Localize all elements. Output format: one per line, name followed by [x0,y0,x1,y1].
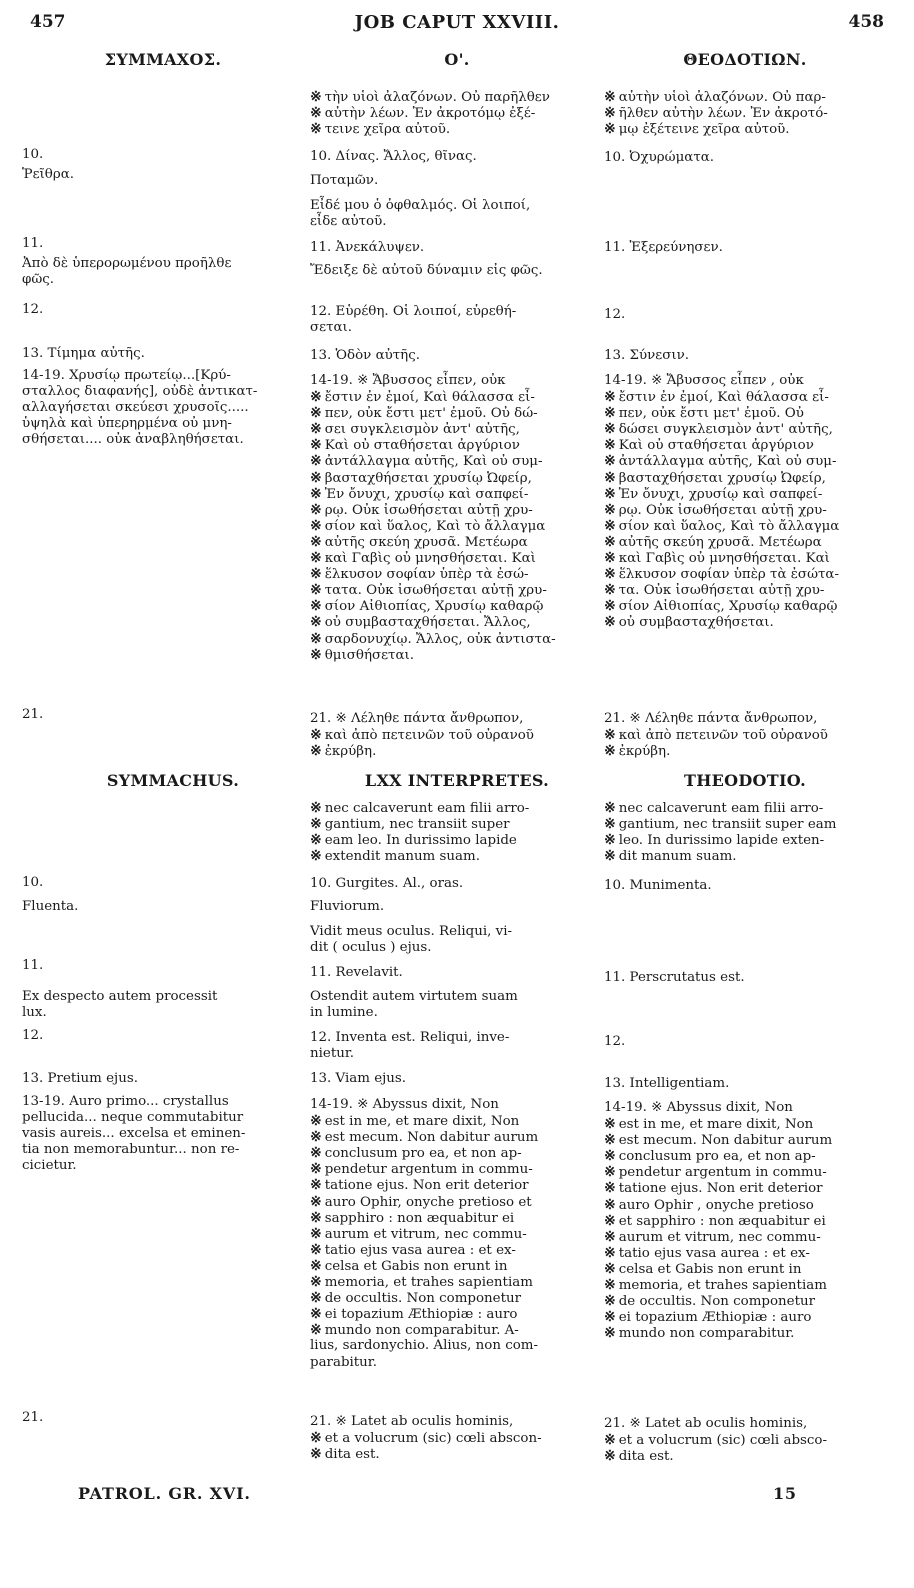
text-line: et a volucrum (sic) cœli absco- [618,1433,827,1449]
paragraph [604,240,890,256]
text-line: φῶς. [22,272,55,288]
asterisk-icon [310,1227,325,1242]
text-line: ἕλκυσον σοφίαν ὑπὲρ τὰ ἐσώτα- [618,567,839,583]
asterisk-icon [604,406,619,421]
text-line: τεινε χεῖρα αὐτοῦ. [324,122,451,138]
asterisk-icon [310,833,325,848]
asterisk-icon [604,1326,619,1341]
text-line: mundo non comparabitur. [618,1326,795,1342]
paragraph [604,1100,890,1341]
text-line: 21. [22,1410,44,1425]
paragraph [310,198,596,230]
text-line: auro Ophir, onyche pretioso et [324,1194,532,1210]
text-line: Ἔδειξε δὲ αὐτοῦ δύναμιν εἰς φῶς. [310,263,543,278]
text-line: Καὶ οὐ σταθήσεται ἀργύριον [324,438,520,454]
text-line: καὶ Γαβὶς οὐ μνησθήσεται. Καὶ [324,551,536,567]
asterisk-icon [310,454,325,469]
asterisk-icon [310,1178,325,1193]
paragraph [310,924,596,956]
asterisk-icon [604,1165,619,1180]
asterisk-icon [310,1195,325,1210]
text-line: 13. Viam ejus. [310,1071,407,1086]
text-line: αὐτῆς σκεύη χρυσᾶ. Μετέωρα [618,534,822,550]
text-line: ρῳ. Οὐκ ἰσωθήσεται αὐτῇ χρυ- [618,502,827,518]
paragraph [310,1414,596,1462]
text-line: 13. Intelligentiam. [604,1076,730,1091]
text-line: ῆλθεν αὐτὴν λέων. Ἐν ἀκροτό- [618,106,828,122]
asterisk-icon [310,1114,325,1129]
asterisk-icon [604,551,619,566]
text-line: conclusum pro ea, et non ap- [618,1149,816,1165]
asterisk-icon [604,1181,619,1196]
asterisk-icon [310,1323,325,1338]
asterisk-icon [310,519,325,534]
paragraph [604,711,890,759]
paragraph [310,149,596,165]
text-line: memoria, et trahes sapientiam [618,1278,827,1294]
text-line: ρῳ. Οὐκ ἰσωθήσεται αὐτῇ χρυ- [324,502,533,518]
paragraph [604,307,890,323]
paragraph [310,240,596,256]
asterisk-icon [604,583,619,598]
text-line: extendit manum suam. [324,849,480,865]
asterisk-icon [604,1278,619,1293]
text-line: Ἐν ὄνυχι, χρυσίῳ καὶ σαπφεί- [324,486,529,502]
paragraph [604,348,890,364]
text-line: 21. ※ Latet ab oculis hominis, [604,1416,808,1431]
asterisk-icon [604,833,619,848]
text-line: 14-19. ※ Ἄβυσσος εἶπεν , οὐκ [604,373,804,388]
asterisk-icon [310,728,325,743]
text-line: αλλαγήσεται σκεύεσι χρυσοῖς..... [22,400,249,416]
paragraph [310,1030,596,1062]
text-line: est in me, et mare dixit, Non [324,1114,520,1130]
paragraph [310,876,596,892]
text-line: σεται. [310,320,353,336]
text-line: Fluviorum. [310,899,385,914]
text-line: ἔστιν ἐν ἐμοί, Καὶ θάλασσα εἶ- [618,390,829,406]
paragraph [310,965,596,981]
text-line: ἔστιν ἐν ἐμοί, Καὶ θάλασσα εἶ- [324,390,535,406]
paragraph [310,989,596,1021]
text-line: ei topazium Æthiopiæ : auro [618,1310,812,1326]
asterisk-icon [604,615,619,630]
asterisk-icon [604,849,619,864]
asterisk-icon [604,817,619,832]
paragraph [604,1034,890,1050]
asterisk-icon [604,1198,619,1213]
text-line: in lumine. [310,1005,378,1021]
text-line: 10. [22,875,44,890]
text-line: ὑψηλὰ καὶ ὑπερηρμένα οὐ μνη- [22,416,232,432]
asterisk-icon [310,1447,325,1462]
paragraph [22,368,300,448]
text-line: σαρδονυχίῳ. Ἄλλος, οὐκ ἀντιστα- [324,631,556,647]
asterisk-icon [310,535,325,550]
asterisk-icon [310,583,325,598]
text-line: 11. Revelavit. [310,965,403,980]
text-line: parabitur. [310,1354,377,1370]
asterisk-icon [310,438,325,453]
text-line: pendetur argentum in commu- [324,1162,533,1178]
paragraph [604,878,890,894]
heading-symmachus-latin: SYMMACHUS. [106,771,240,790]
text-line: 12. [22,1028,44,1043]
asterisk-icon [310,1243,325,1258]
paragraph [310,1071,596,1087]
heading-symmachus-greek: ΣΥΜΜΑΧΟΣ. [104,50,222,69]
text-line: πεν, οὐκ ἔστι μετ' ἐμοῦ. Οὐ [618,406,804,422]
paragraph [22,1410,300,1426]
asterisk-icon [310,817,325,832]
text-line: τὴν υἱοὶ ἀλαζόνων. Οὐ παρῆλθεν [324,90,550,105]
paragraph [22,1094,300,1174]
asterisk-icon [310,744,325,759]
text-line: 11. Perscrutatus est. [604,970,745,985]
asterisk-icon [604,471,619,486]
asterisk-icon [310,390,325,405]
text-line: Ἐν ὄνυχι, χρυσίῳ καὶ σαπφεί- [618,486,823,502]
paragraph [22,707,300,723]
paragraph [22,167,300,183]
asterisk-icon [310,406,325,421]
text-line: σίον καὶ ὕαλος, Καὶ τὸ ἄλλαγμα [618,518,840,534]
text-line: 12. Εὑρέθη. Οἱ λοιποί, εὑρεθή- [310,304,517,319]
asterisk-icon [604,728,619,743]
text-line: τατα. Οὐκ ἰσωθήσεται αὐτῇ χρυ- [324,583,547,599]
text-line: leo. In durissimo lapide exten- [618,833,825,849]
paragraph [310,800,596,864]
text-line: nietur. [310,1046,355,1062]
paragraph [22,958,300,974]
text-line: ἀντάλλαγμα αὐτῆς, Καὶ οὐ συμ- [324,454,543,470]
text-line: Fluenta. [22,899,79,914]
paragraph [22,1071,300,1087]
text-line: dit manum suam. [618,849,737,865]
text-line: 12. [604,307,626,322]
text-line: βασταχθήσεται χρυσίῳ Ὠφείρ, [324,470,532,486]
asterisk-icon [604,90,619,105]
text-line: memoria, et trahes sapientiam [324,1275,533,1291]
text-line: 11. [22,236,44,251]
asterisk-icon [604,1310,619,1325]
text-line: 13-19. Auro primo... crystallus [22,1094,229,1109]
text-line: et a volucrum (sic) cœli abscon- [324,1431,542,1447]
asterisk-icon [604,535,619,550]
text-line: aurum et vitrum, nec commu- [324,1226,527,1242]
text-line: 10. Munimenta. [604,878,712,893]
paragraph [604,150,890,166]
page-number-right: 458 [848,12,884,32]
asterisk-icon [310,1275,325,1290]
text-line: sapphiro : non æquabitur ei [324,1210,515,1226]
text-line: 14-19. Χρυσίῳ πρωτείῳ...[Κρύ- [22,368,231,383]
text-line: cicietur. [22,1158,77,1174]
text-line: σθήσεται.... οὐκ ἀναβληθήσεται. [22,432,244,448]
paragraph [22,302,300,318]
text-line: 10. Δίνας. Ἄλλος, θῖνας. [310,149,477,164]
text-line: τα. Οὐκ ἰσωθήσεται αὐτῇ χρυ- [618,583,825,599]
asterisk-icon [604,106,619,121]
heading-lxx-latin: LXX INTERPRETES. [364,771,550,790]
text-line: 12. [604,1034,626,1049]
paragraph [310,304,596,336]
signature-mark: 15 [773,1484,797,1503]
text-line: 14-19. ※ Ἄβυσσος εἶπεν, οὐκ [310,373,506,388]
text-line: auro Ophir , onyche pretioso [618,1197,814,1213]
asterisk-icon [310,632,325,647]
text-line: tatione ejus. Non erit deterior [618,1181,823,1197]
asterisk-icon [310,551,325,566]
paragraph [310,1097,596,1371]
text-line: αὐτὴν λέων. Ἐν ἀκροτόμῳ ἐξέ- [324,106,536,122]
asterisk-icon [310,106,325,121]
text-line: eam leo. In durissimo lapide [324,833,517,849]
text-line: 13. Τίμημα αὐτῆς. [22,346,145,361]
text-line: 14-19. ※ Abyssus dixit, Non [310,1097,499,1112]
text-line: Ostendit autem virtutem suam [310,989,518,1004]
text-line: καὶ Γαβὶς οὐ μνησθήσεται. Καὶ [618,551,830,567]
asterisk-icon [604,801,619,816]
paragraph [604,1416,890,1464]
asterisk-icon [604,599,619,614]
text-line: de occultis. Non componetur [324,1291,522,1307]
text-line: 21. ※ Latet ab oculis hominis, [310,1414,514,1429]
asterisk-icon [604,122,619,137]
paragraph [22,875,300,891]
text-line: σίον Αἰθιοπίας, Χρυσίῳ καθαρῷ [618,599,838,615]
asterisk-icon [310,801,325,816]
text-line: lux. [22,1005,47,1021]
text-line: ἀντάλλαγμα αὐτῆς, Καὶ οὐ συμ- [618,454,837,470]
text-line: Καὶ οὐ σταθήσεται ἀργύριον [618,438,814,454]
asterisk-icon [310,90,325,105]
asterisk-icon [604,1214,619,1229]
asterisk-icon [310,503,325,518]
text-line: nec calcaverunt eam filii arro- [324,801,530,816]
text-line: aurum et vitrum, nec commu- [618,1229,821,1245]
text-line: lius, sardonychio. Alius, non com- [310,1338,538,1354]
paragraph [310,899,596,915]
asterisk-icon [604,1433,619,1448]
text-line: 21. ※ Λέληθε πάντα ἄνθρωπον, [604,711,818,726]
text-line: 10. Ὀχυρώματα. [604,150,715,165]
paragraph [22,989,300,1021]
text-line: ἐκρύβη. [618,744,671,760]
paragraph [604,800,890,864]
asterisk-icon [604,519,619,534]
text-line: Ἀπὸ δὲ ὑπερορωμένου προῆλθε [22,256,232,271]
text-line: Ῥεῖθρα. [22,167,74,182]
text-line: θμισθήσεται. [324,647,415,663]
asterisk-icon [310,1307,325,1322]
text-line: tatio ejus vasa aurea : et ex- [618,1245,810,1261]
asterisk-icon [310,1211,325,1226]
text-line: tatione ejus. Non erit deterior [324,1178,529,1194]
text-line: gantium, nec transiit super eam [618,817,837,833]
text-line: et sapphiro : non æquabitur ei [618,1213,826,1229]
text-line: 13. Pretium ejus. [22,1071,138,1086]
text-line: σει συγκλεισμὸν ἀντ' αὐτῆς, [324,422,520,438]
text-line: pendetur argentum in commu- [618,1165,827,1181]
text-line: αὐτὴν υἱοὶ ἀλαζόνων. Οὐ παρ- [618,90,826,105]
paragraph [604,1076,890,1092]
asterisk-icon [604,1246,619,1261]
paragraph [310,348,596,364]
paragraph [22,899,300,915]
text-line: gantium, nec transiit super [324,817,510,833]
footer-signature: PATROL. GR. XVI. [78,1484,251,1503]
text-line: nec calcaverunt eam filii arro- [618,801,824,816]
text-line: βασταχθήσεται χρυσίῳ Ὠφείρ, [618,470,826,486]
asterisk-icon [604,422,619,437]
text-line: σταλλος διαφανής], οὐδὲ ἀντικατ- [22,384,258,400]
text-line: ἕλκυσον σοφίαν ὑπὲρ τὰ ἐσώ- [324,567,529,583]
asterisk-icon [604,567,619,582]
paragraph [310,89,596,137]
paragraph [604,89,890,137]
text-line: Vidit meus oculus. Reliqui, vi- [310,924,512,939]
text-line: 10. Gurgites. Al., oras. [310,876,464,891]
text-line: est mecum. Non dabitur aurum [324,1130,539,1146]
text-line: αὐτῆς σκεύη χρυσᾶ. Μετέωρα [324,534,528,550]
paragraph [310,373,596,663]
asterisk-icon [310,122,325,137]
text-line: est in me, et mare dixit, Non [618,1117,814,1133]
text-line: vasis aureis... excelsa et eminen- [22,1126,246,1142]
asterisk-icon [604,438,619,453]
text-line: δώσει συγκλεισμὸν ἀντ' αὐτῆς, [618,422,833,438]
asterisk-icon [604,1149,619,1164]
asterisk-icon [310,1162,325,1177]
asterisk-icon [310,849,325,864]
text-line: est mecum. Non dabitur aurum [618,1133,833,1149]
asterisk-icon [604,454,619,469]
text-line: καὶ ἀπὸ πετεινῶν τοῦ οὐρανοῦ [618,728,828,744]
text-line: μῳ ἐξέτεινε χεῖρα αὐτοῦ. [618,122,790,138]
asterisk-icon [310,1130,325,1145]
heading-theodotion-latin: THEODOTIO. [684,771,806,790]
running-head: JOB CAPUT XXVIII. [354,12,560,33]
text-line: 12. Inventa est. Reliqui, inve- [310,1030,510,1045]
asterisk-icon [604,744,619,759]
text-line: σίον Αἰθιοπίας, Χρυσίῳ καθαρῷ [324,599,544,615]
text-line: καὶ ἀπὸ πετεινῶν τοῦ οὐρανοῦ [324,728,534,744]
text-line: de occultis. Non componetur [618,1294,816,1310]
text-line: dit ( oculus ) ejus. [310,940,432,956]
text-line: Εἶδέ μου ὁ ὀφθαλμός. Οἱ λοιποί, [310,198,531,213]
asterisk-icon [604,487,619,502]
text-line: Ex despecto autem processit [22,989,218,1004]
text-line: tia non memorabuntur... non re- [22,1142,240,1158]
asterisk-icon [310,487,325,502]
asterisk-icon [604,1449,619,1464]
text-line: πεν, οὐκ ἔστι μετ' ἐμοῦ. Οὐ δώ- [324,406,538,422]
asterisk-icon [310,422,325,437]
asterisk-icon [310,599,325,614]
asterisk-icon [310,567,325,582]
asterisk-icon [604,1117,619,1132]
asterisk-icon [604,1262,619,1277]
paragraph [22,147,300,163]
page-number-left: 457 [30,12,66,32]
text-line: 13. Σύνεσιν. [604,348,690,363]
text-line: dita est. [324,1447,380,1463]
paragraph [22,236,300,252]
text-line: celsa et Gabis non erunt in [618,1261,802,1277]
asterisk-icon [604,503,619,518]
asterisk-icon [604,1230,619,1245]
text-line: conclusum pro ea, et non ap- [324,1146,522,1162]
text-line: mundo non comparabitur. A- [324,1323,519,1339]
text-line: οὐ συμβασταχθήσεται. [618,615,774,631]
text-line: celsa et Gabis non erunt in [324,1258,508,1274]
paragraph [22,256,300,288]
text-line: ei topazium Æthiopiæ : auro [324,1307,518,1323]
asterisk-icon [310,471,325,486]
asterisk-icon [310,1259,325,1274]
text-line: dita est. [618,1449,674,1465]
paragraph [310,263,596,279]
asterisk-icon [310,1291,325,1306]
text-line: 14-19. ※ Abyssus dixit, Non [604,1100,793,1115]
asterisk-icon [604,1294,619,1309]
text-line: 10. [22,147,44,162]
text-line: ἐκρύβη. [324,744,377,760]
text-line: 21. [22,707,44,722]
paragraph [22,346,300,362]
text-line: εἶδε αὐτοῦ. [310,214,387,230]
text-line: 11. Ἐξερεύνησεν. [604,240,723,255]
text-line: σίον καὶ ὕαλος, Καὶ τὸ ἄλλαγμα [324,518,546,534]
paragraph [310,173,596,189]
asterisk-icon [310,648,325,663]
text-line: 11. [22,958,44,973]
paragraph [22,1028,300,1044]
text-line: 11. Ἀνεκάλυψεν. [310,240,425,255]
text-line: Ποταμῶν. [310,173,379,188]
text-line: οὐ συμβασταχθήσεται. Ἄλλος, [324,615,531,631]
heading-theodotion-greek: ΘΕΟΔΟΤΙΩΝ. [683,50,807,69]
text-line: 13. Ὁδὸν αὐτῆς. [310,348,420,363]
text-line: tatio ejus vasa aurea : et ex- [324,1242,516,1258]
paragraph [604,970,890,986]
asterisk-icon [310,615,325,630]
heading-lxx-greek: Ο'. [444,50,470,69]
paragraph [604,373,890,631]
text-line: 21. ※ Λέληθε πάντα ἄνθρωπον, [310,711,524,726]
asterisk-icon [310,1146,325,1161]
asterisk-icon [604,390,619,405]
text-line: 12. [22,302,44,317]
asterisk-icon [604,1133,619,1148]
text-line: pellucida... neque commutabitur [22,1110,244,1126]
paragraph [310,711,596,759]
asterisk-icon [310,1431,325,1446]
